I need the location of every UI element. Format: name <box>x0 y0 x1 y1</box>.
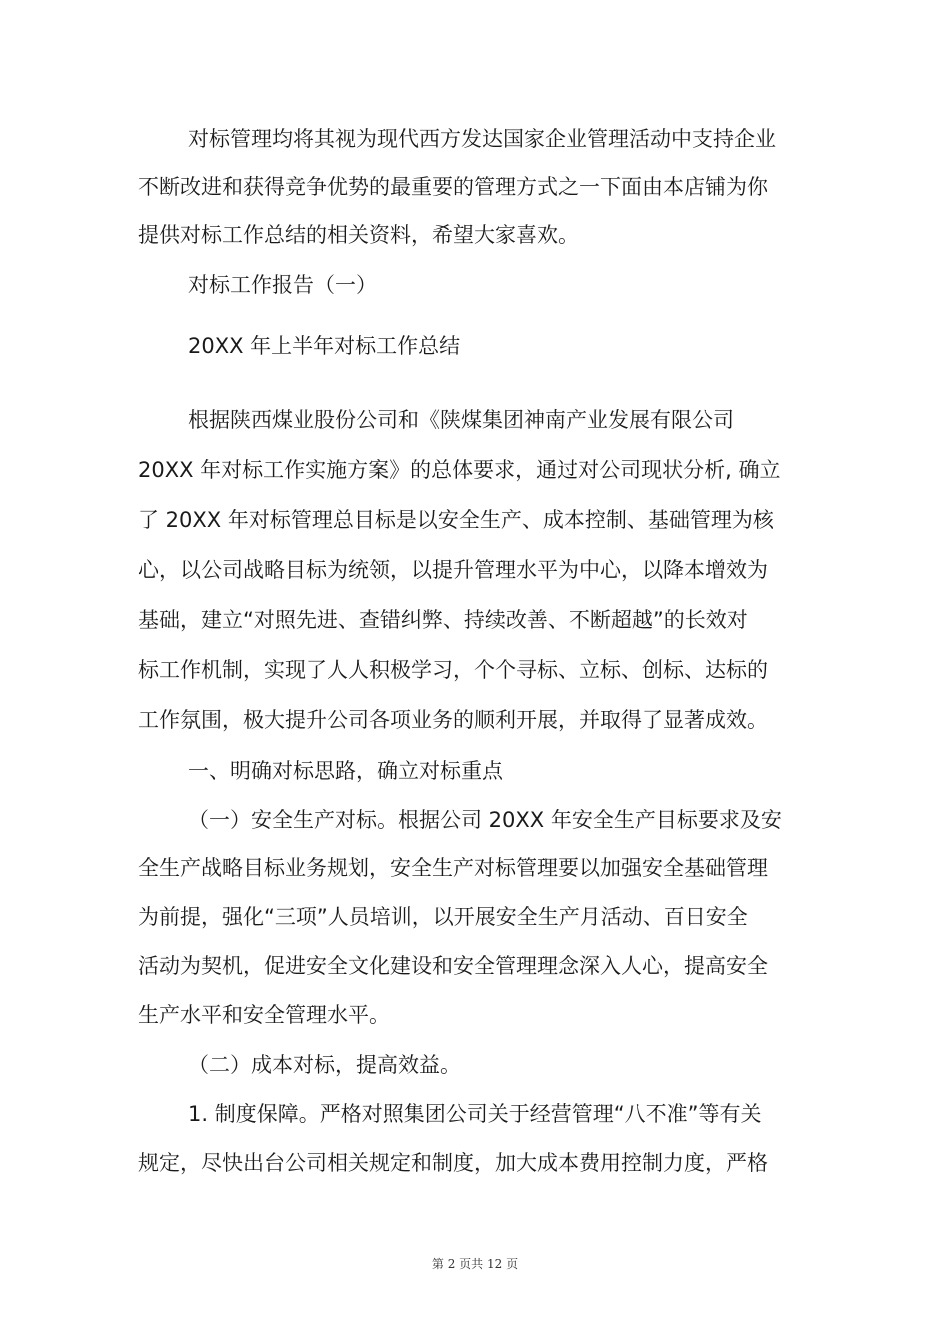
subheading-line: （二）成本对标，提高效益。 <box>188 1053 461 1077</box>
intro-line-1: 对标管理均将其视为现代西方发达国家企业管理活动中支持企业 <box>188 127 776 151</box>
body-line: 全生产战略目标业务规划，安全生产对标管理要以加强安全基础管理 <box>138 856 768 880</box>
body-line: 生产水平和安全管理水平。 <box>138 1003 390 1027</box>
body-line: 活动为契机，促进安全文化建设和安全管理理念深入人心，提高安全 <box>138 954 768 978</box>
body-line: 1. 制度保障。严格对照集团公司关于经营管理“八不准”等有关 <box>188 1102 762 1126</box>
intro-line-3: 提供对标工作总结的相关资料，希望大家喜欢。 <box>138 223 579 247</box>
body-line: 为前提，强化“三项”人员培训，以开展安全生产月活动、百日安全 <box>138 905 748 929</box>
body-line: （一）安全生产对标。根据公司 20XX 年安全生产目标要求及安 <box>188 808 782 832</box>
body-line: 工作氛围，极大提升公司各项业务的顺利开展，并取得了显著成效。 <box>138 708 768 732</box>
report-title: 20XX 年上半年对标工作总结 <box>188 334 461 358</box>
body-line: 标工作机制，实现了人人积极学习，个个寻标、立标、创标、达标的 <box>138 658 768 682</box>
heading-line: 一、明确对标思路，确立对标重点 <box>188 759 503 783</box>
body-line: 基础，建立“对照先进、查错纠弊、持续改善、不断超越”的长效对 <box>138 608 748 632</box>
intro-line-2: 不断改进和获得竞争优势的最重要的管理方式之一下面由本店铺为你 <box>138 175 768 199</box>
body-line: 根据陕西煤业股份公司和《陕煤集团神南产业发展有限公司 <box>188 408 734 432</box>
body-line: 规定，尽快出台公司相关规定和制度，加大成本费用控制力度，严格 <box>138 1151 768 1175</box>
section-title: 对标工作报告（一） <box>188 273 377 297</box>
body-line: 20XX 年对标工作实施方案》的总体要求，通过对公司现状分析, 确立 <box>138 458 781 482</box>
body-line: 心，以公司战略目标为统领，以提升管理水平为中心，以降本增效为 <box>138 558 768 582</box>
body-line: 了 20XX 年对标管理总目标是以安全生产、成本控制、基础管理为核 <box>138 508 774 532</box>
page-number-footer: 第 2 页共 12 页 <box>431 1257 519 1271</box>
